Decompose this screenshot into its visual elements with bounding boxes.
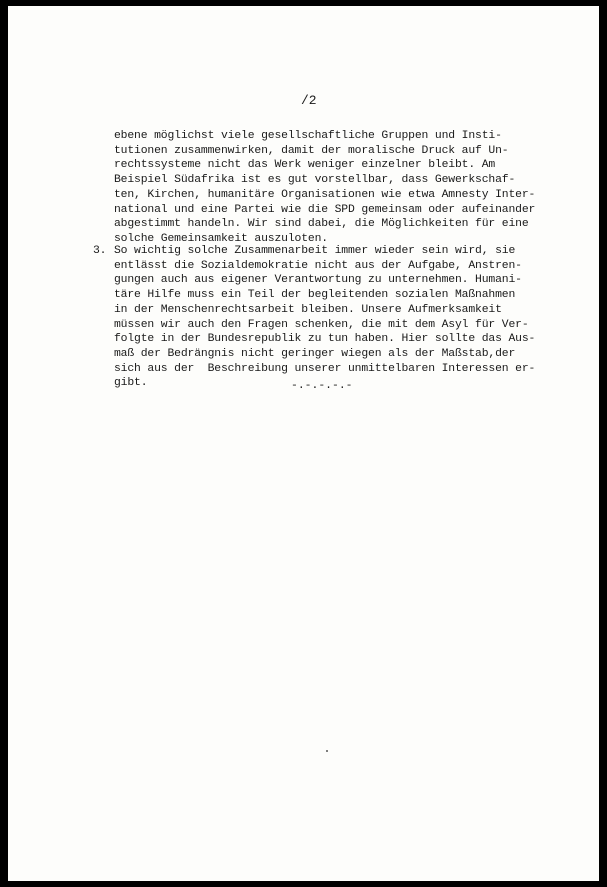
end-of-text-mark: -.-.-.-.- [291,380,353,392]
text-line: sich aus der Beschreibung unserer unmittelbaren Interessen er- [114,362,536,375]
text-line: solche Gemeinsamkeit auszuloten. [114,232,328,245]
text-line: gibt. [114,377,148,390]
paragraph-body [114,244,535,391]
text-line: folgte in der Bundesrepublik zu tun haben. Hier sollte das Aus- [114,333,536,346]
text-line: maß der Bedrängnis nicht geringer wiegen als der Maßstab,der [114,347,516,360]
text-line: Beispiel Südafrika ist es gut vorstellbar, dass Gewerkschaf- [114,174,516,187]
scan-speck [326,750,328,752]
text-line: So wichtig solche Zusammenarbeit immer wieder sein wird, sie [114,245,516,257]
text-line: ebene möglichst viele gesellschaftliche Gruppen und Insti- [114,130,502,142]
text-line: national und eine Partei wie die SPD gemeinsam oder aufeinander [114,203,536,216]
text-line: in der Menschenrechtsarbeit bleiben. Unsere Aufmerksamkeit [114,303,502,316]
page-number: /2 [301,93,317,108]
text-line: gungen auch aus eigener Verantwortung zu unternehmen. Humani- [114,274,522,287]
text-line: entlässt die Sozialdemokratie nicht aus der Aufgabe, Anstren- [114,259,522,272]
text-line: täre Hilfe muss ein Teil der begleitenden sozialen Maßnahmen [114,289,516,302]
paragraph-number: 3. [93,245,107,257]
text-line: abgestimmt handeln. Wir sind dabei, die Möglichkeiten für eine [114,218,529,231]
text-line: tutionen zusammenwirken, damit der moralische Druck auf Un- [114,144,509,157]
document-page [8,6,599,881]
text-line: rechtssysteme nicht das Werk weniger einzelner bleibt. Am [114,159,496,172]
paragraph-continuation [114,129,535,247]
text-line: müssen wir auch den Fragen schenken, die mit dem Asyl für Ver- [114,318,529,331]
text-line: ten, Kirchen, humanitäre Organisationen wie etwa Amnesty Inter- [114,188,536,201]
